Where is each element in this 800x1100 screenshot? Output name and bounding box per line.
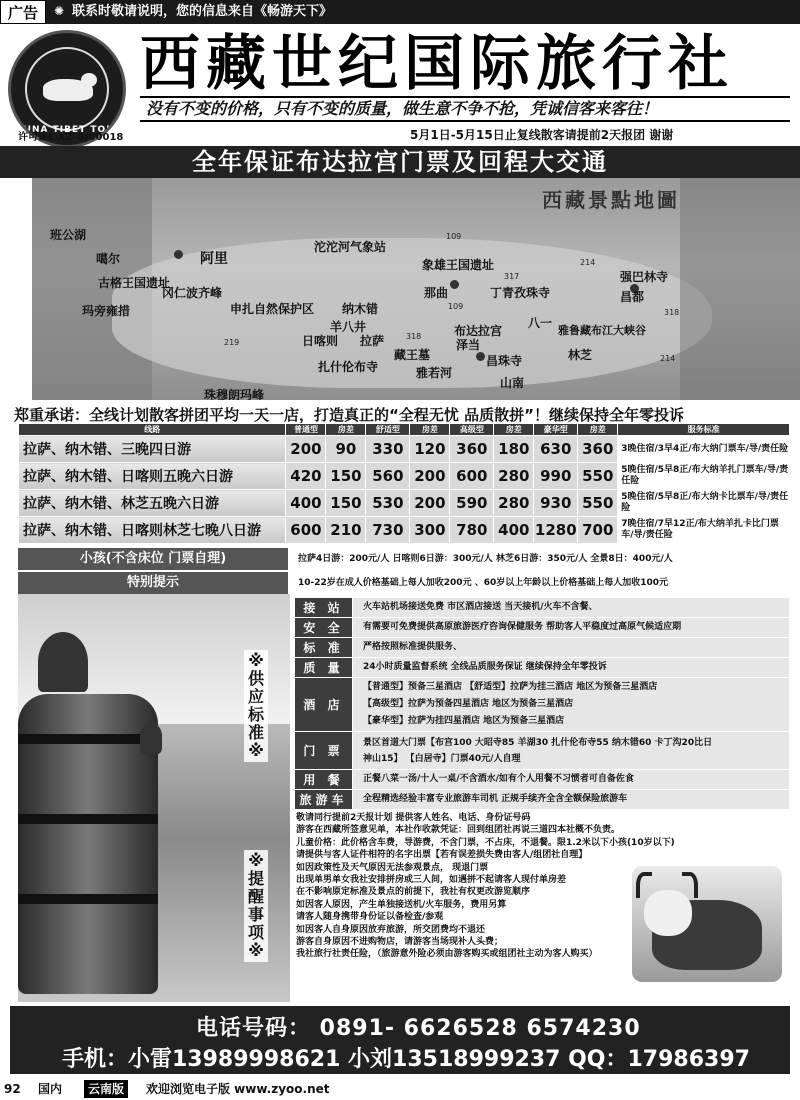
website-note: 欢迎浏览电子版 www.zyoo.net [146,1082,330,1096]
supply-key: 标 准 [295,638,353,658]
page-footer [0,1078,800,1100]
column-header: 高级型 [450,424,494,436]
column-header: 房差 [578,424,618,436]
supply-value: 有需要可免费提供高原旅游医疗咨询保健服务 帮助客人平稳度过高原气候适应期 [353,618,790,638]
map-label: 沱沱河气象站 [314,240,387,254]
reminder-item: 如因客人自身原因放弃旅游，所交团费均不退还 [296,924,486,935]
map-label: 山南 [500,376,525,390]
reminder-item: 游客在西藏所签意见单，本社作收款凭证：回到组团社再说三道四本社概不负责。 [296,825,621,836]
commitment-line: 郑重承诺：全线计划散客拼团平均一天一店，打造真正的“全程无忧 品质散拼”！继续保持全年零投诉 [14,406,684,424]
column-header: 房差 [326,424,366,436]
reminder-item: 请提供与客人证件相符的名字出票【若有误差损失费由客人/组团社自理】 [296,850,588,861]
supply-value: 24小时质量监督系统 全线品质服务保证 继续保持全年零投诉 [353,658,790,678]
column-header: 舒适型 [366,424,410,436]
supply-value: 全程精选经验丰富专业旅游车司机 正规手续齐全含全额保险旅游车 [353,790,790,810]
supply-value [353,732,790,770]
route-name: 拉萨、纳木错、日喀则五晚六日游 [19,463,286,490]
column-header: 服务标准 [618,424,790,436]
price-cell: 700 [578,517,618,544]
supply-key: 用 餐 [295,770,353,790]
map-label: 雅若河 [416,366,453,380]
slogan: 没有不变的价格，只有不变的质量，做生意不争不抢，凭诚信客来客往！ [140,96,790,122]
reminder-tag: ※提醒事项※ [244,850,268,962]
table-header-row [19,424,790,436]
table-row [19,517,790,544]
supply-row [295,678,790,732]
map-label: 日喀则 [302,334,339,348]
map-label: 昌都 [620,290,645,304]
supply-key: 酒 店 [295,678,353,732]
route-name: 拉萨、纳木错、三晚四日游 [19,436,286,463]
route-number: 214 [660,354,676,363]
license-number: 许可证L-XZ-GJ00018 [18,132,124,143]
price-cell: 180 [494,436,534,463]
supply-row [295,598,790,618]
supply-row [295,770,790,790]
reminder-item: 如因政策性及天气原因无法参观景点， 现退门票 [296,862,489,873]
price-cell: 530 [366,490,410,517]
reminder-item: 请客人随身携带身份证以备检查/参观 [296,912,444,923]
guarantee-banner: 全年保证布达拉宫门票及回程大交通 [0,146,800,178]
logo-text: CHINA TIBET TOUR [11,125,123,135]
kids-label: 小孩(不含床位 门票自理) [18,548,288,570]
map-label: 布达拉宫 [454,324,503,338]
price-cell: 1280 [534,517,578,544]
reminder-item: 游客自身原因不进购物店，请游客当场现补人头费； [296,937,504,948]
column-header: 普通型 [286,424,326,436]
map-title: 西藏景點地圖 [542,188,680,212]
roof-ornament [38,632,88,692]
hotel-line: 【高级型】拉萨为预备四星酒店 地区为预备三星酒店 [363,699,574,709]
price-cell: 630 [534,436,578,463]
price-cell: 400 [494,517,534,544]
price-cell: 550 [578,490,618,517]
column-header: 线路 [19,424,286,436]
price-cell: 780 [450,517,494,544]
map-label: 冈仁波齐峰 [162,286,223,300]
special-label: 特别提示 [18,572,288,594]
supply-value: 正餐八菜一汤/十人一桌/不含酒水/如有个人用餐不习惯者可自备佐食 [353,770,790,790]
kids-pricing: 拉萨4日游：200元/人 日喀则6日游：300元/人 林芝6日游：350元/人 全景8日：400元/人 [298,554,673,564]
price-cell: 330 [366,436,410,463]
map-label: 阿里 [200,251,228,267]
map-label: 林芝 [568,348,593,362]
map-label: 珠穆朗玛峰 [204,388,265,400]
supply-key: 旅游车 [295,790,353,810]
ticket-line: 景区首道大门票【布宫100 大昭寺85 羊湖30 扎什伦布寺55 纳木错60 卡丁沟20比日 [363,737,713,748]
ticket-line: 神山15】 【白居寺】门票40元/人自理 [363,753,521,764]
map-label: 泽当 [456,338,481,352]
prayer-wheel [18,694,158,994]
supply-row [295,638,790,658]
price-cell: 560 [366,463,410,490]
map-label: 象雄王国遗址 [422,258,495,272]
price-cell: 200 [410,490,450,517]
price-cell: 300 [410,517,450,544]
supply-standard-tag: ※供应标准※ [244,650,268,762]
table-row [19,436,790,463]
service-standard: 7晚住宿/7早12正/布大纳羊扎卡比门票车/导/责任险 [618,517,790,544]
map-label: 申扎自然保护区 [230,302,315,316]
special-note-row [18,572,790,594]
price-cell: 150 [326,463,366,490]
kids-pricing-row [18,548,790,570]
bell-icon [140,724,162,754]
sun-icon: ✺ [54,4,65,18]
reminder-item: 出现单男单女我社安排拼房或三人间，如遇拼不起请客人现付单房差 [296,875,567,886]
price-cell: 990 [534,463,578,490]
map-label: 扎什伦布寺 [318,360,379,374]
price-cell: 360 [578,436,618,463]
map-dot [174,250,183,259]
price-cell: 120 [410,436,450,463]
price-cell: 90 [326,436,366,463]
price-cell: 200 [286,436,326,463]
map-label: 强巴林寺 [620,270,669,284]
price-cell: 400 [286,490,326,517]
map-label: 纳木错 [342,302,379,316]
supply-key: 接 站 [295,598,353,618]
supply-row [295,732,790,770]
supply-key: 安 全 [295,618,353,638]
map-label: 八一 [528,316,553,330]
region-badge: 云南版 [84,1080,128,1098]
route-name: 拉萨、纳木错、林芝五晚六日游 [19,490,286,517]
reminder-item: 儿童价格：此价格含车费，导游费，不含门票，不占床，不退餐。限1.2米以下小孩(10岁以下) [296,837,675,848]
supply-standard-table [294,597,790,810]
price-cell: 200 [410,463,450,490]
page-number: 92 [4,1082,21,1096]
price-table [18,423,790,544]
price-cell: 280 [494,463,534,490]
section-domestic: 国内 [38,1082,63,1096]
service-standard: 5晚住宿/5早8正/布大纳卡比票车/导/责任险 [618,490,790,517]
reminder-item: 敬请同行提前2天报计划 提供客人姓名、电话、身份证号码 [296,813,531,823]
contact-block [10,1006,790,1074]
price-cell: 420 [286,463,326,490]
source-notice: 联系时敬请说明，您的信息来自《畅游天下》 [72,4,333,19]
special-note: 10-22岁在成人价格基础上每人加收200元 、60岁以上年龄以上价格基础上每人加收100元 [298,578,669,588]
route-number: 318 [664,308,680,317]
map-label: 雅鲁藏布江大峡谷 [558,324,646,337]
map-label: 藏王墓 [394,348,431,362]
price-cell: 210 [326,517,366,544]
map-label: 昌珠寺 [486,354,523,368]
supply-key: 门 票 [295,732,353,770]
hotel-line: 【豪华型】拉萨为挂四星酒店 地区为预备三星酒店 [363,716,565,726]
supply-row [295,618,790,638]
price-cell: 280 [494,490,534,517]
map-label: 噶尔 [96,252,121,266]
price-cell: 730 [366,517,410,544]
column-header: 豪华型 [534,424,578,436]
route-number: 109 [448,302,464,311]
supply-row [295,658,790,678]
column-header: 房差 [494,424,534,436]
price-cell: 930 [534,490,578,517]
supply-value: 严格按照标准提供服务、 [353,638,790,658]
route-number: 317 [504,272,520,281]
reminder-item: 在不影响原定标准及景点的前提下，我社有权更改游览顺序 [296,887,531,898]
hotel-line: 【普通型】预备三星酒店 【舒适型】拉萨为挂三酒店 地区为预备三星酒店 [363,682,658,692]
route-number: 109 [446,232,462,241]
price-cell: 150 [326,490,366,517]
supply-value [353,678,790,732]
supply-row [295,790,790,810]
price-cell: 590 [450,490,494,517]
map-label: 那曲 [424,286,449,300]
tibet-map [32,178,800,400]
map-label: 羊八井 [330,320,367,334]
yak-head-icon [81,73,97,87]
price-cell: 600 [450,463,494,490]
price-cell: 600 [286,517,326,544]
price-cell: 360 [450,436,494,463]
map-dot [476,352,485,361]
route-number: 219 [224,338,240,347]
price-cell: 550 [578,463,618,490]
reminder-item: 如因客人原因，产生单独接送机/火车服务，费用另算 [296,899,507,910]
column-header: 房差 [410,424,450,436]
service-standard: 3晚住宿/3早4正/布大纳门票车/导/责任险 [618,436,790,463]
ad-label: 广告 [0,0,46,24]
table-row [19,490,790,517]
reminder-item: 我社旅行社责任险，（旅游意外险必须由游客购买或组团社主动为客人购买） [296,949,598,960]
route-number: 318 [406,332,422,341]
service-standard: 5晚住宿/5早8正/布大纳羊扎门票车/导/责任险 [618,463,790,490]
route-number: 214 [580,258,596,267]
supply-value: 火车站机场接送免费 市区酒店接送 当天接机/火车不含餐、 [353,598,790,618]
supply-key: 质 量 [295,658,353,678]
map-label: 班公湖 [50,228,87,242]
phone-numbers: 电话号码： 0891- 6626528 6574230 [196,1016,641,1041]
map-label: 丁青孜珠寺 [490,286,551,300]
map-label: 拉萨 [360,334,385,348]
yak-photo [632,866,782,982]
booking-notice: 5月1日-5月15日止复线散客请提前2天报团 谢谢 [410,128,674,142]
map-dot [450,280,459,289]
map-label: 古格王国遗址 [98,276,171,290]
route-name: 拉萨、纳木错、日喀则林芝七晚八日游 [19,517,286,544]
table-row [19,463,790,490]
company-title: 西藏世纪国际旅行社 [140,29,734,99]
map-label: 玛旁雍措 [82,304,131,318]
mobile-numbers: 手机：小雷13989998621 小刘13518999237 QQ：17986397 [62,1047,750,1072]
